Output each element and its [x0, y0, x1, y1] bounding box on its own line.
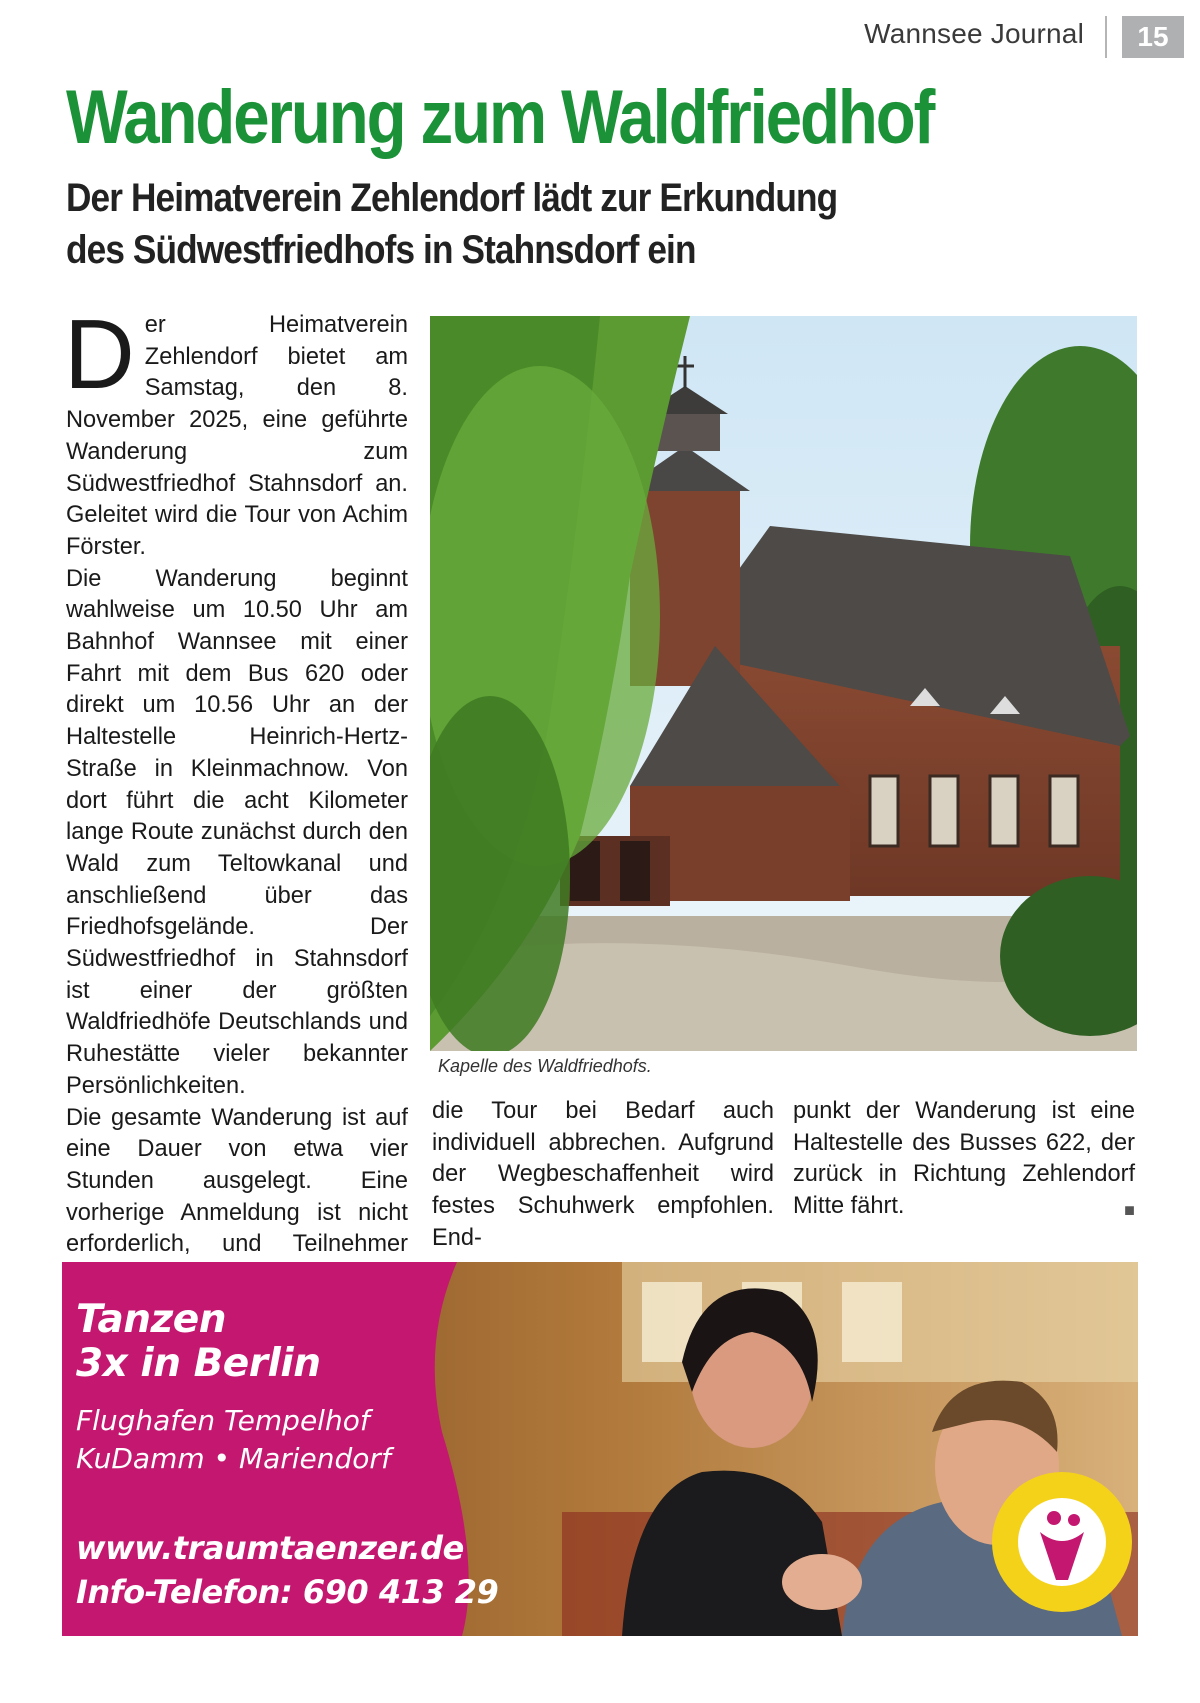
page-number: 15 — [1122, 16, 1184, 58]
column-3-text: punkt der Wanderung ist eine Haltestelle des Busses 622, der zurück in Richtung Zehlendorf Mitte fährt. — [793, 1098, 1135, 1220]
chapel-photo — [430, 316, 1137, 1051]
paragraph-1-text: er Heimatverein Zehlendorf bietet am Samstag, den 8. November 2025, eine geführte Wanderung zum Südwestfriedhof Stahnsdorf an. Geleitet wird die Tour von Achim Förster. — [66, 312, 408, 560]
article-subtitle — [66, 172, 946, 276]
ad-phone: Info-Telefon: 690 413 29 — [76, 1573, 499, 1611]
dance-school-ad[interactable] — [62, 1262, 1138, 1636]
header-divider — [1105, 16, 1107, 58]
journal-name: Wannsee Journal — [864, 18, 1084, 49]
article-column-3 — [793, 1096, 1135, 1227]
ad-location-2: KuDamm • Mariendorf — [76, 1442, 391, 1475]
end-mark: ■ — [1124, 1200, 1135, 1221]
subtitle-line-2: des Südwestfriedhofs in Stahnsdorf ein — [66, 228, 696, 272]
drop-cap: D — [64, 299, 135, 409]
page-header — [0, 16, 1200, 64]
ad-location-1: Flughafen Tempelhof — [76, 1404, 370, 1437]
paragraph-3: Die gesamte Wanderung ist auf eine Dauer von etwa vier Stunden ausgelegt. Eine vorherige Anmeldung ist nicht erforderlich, und Teilnehmer — [66, 1104, 408, 1258]
chapel-illustration — [430, 316, 1137, 1051]
article-title: Wanderung zum Waldfriedhof — [66, 75, 934, 160]
column-2-text: die Tour bei Bedarf auch individuell abbrechen. Aufgrund der Wegbeschaffenheit wird festes Schuhwerk empfohlen. End- — [432, 1098, 774, 1251]
paragraph-intro — [64, 299, 408, 564]
article-column-1 — [64, 299, 408, 1293]
traumtaenzer-logo — [990, 1470, 1134, 1614]
column-3-paragraph — [793, 1096, 1135, 1223]
photo-caption: Kapelle des Waldfriedhofs. — [438, 1056, 652, 1076]
ad-headline-1: Tanzen — [76, 1297, 226, 1342]
paragraph-2: Die Wanderung beginnt wahlweise um 10.50 Uhr am Bahnhof Wannsee mit einer Fahrt mit dem Bus 620 oder direkt um 10.56 Uhr an der Haltestelle Heinrich-Hertz-Straße in Kleinmachnow. Von dort führt die acht Kilometer lange Route zunächst durch den Wald zum Teltowkanal und anschließend über das Friedhofsgelände. Der Südwestfriedhof in Stahnsdorf ist einer der größten Waldfriedhöfe Deutschlands und Ruhestätte vieler bekannter Persönlichkeiten. — [66, 565, 408, 1099]
ad-website-link[interactable]: www.traumtaenzer.de — [76, 1529, 464, 1567]
subtitle-line-1: Der Heimatverein Zehlendorf lädt zur Erkundung — [66, 176, 838, 220]
ad-headline-2: 3x in Berlin — [76, 1341, 321, 1386]
article-column-2 — [432, 1096, 774, 1255]
